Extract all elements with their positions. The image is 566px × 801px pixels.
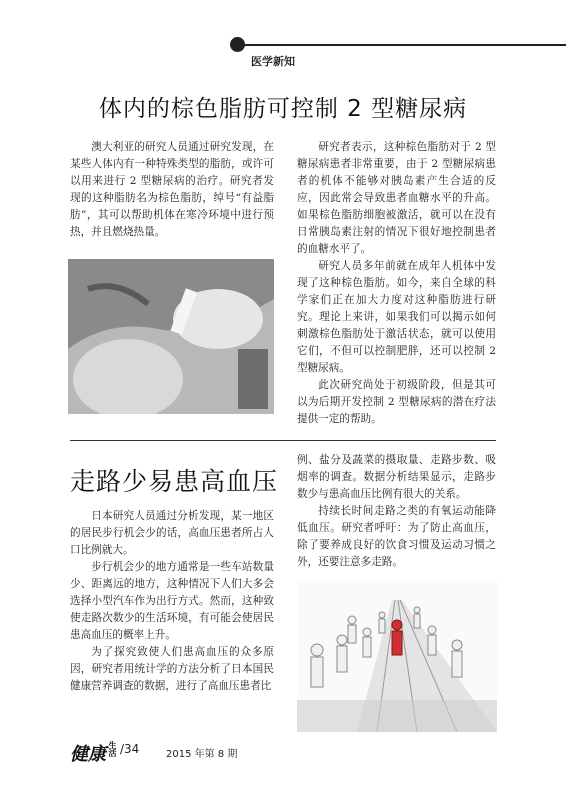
page-footer <box>70 740 370 765</box>
article2-title: 走路少易患高血压 <box>70 467 279 496</box>
paragraph: 日本研究人员通过分析发现，某一地区的居民步行机会少的话，高血压患者所占人口比例就大。 <box>70 510 274 556</box>
magazine-logo-sub: 生活 <box>108 741 117 757</box>
article1-title: 体内的棕色脂肪可控制 2 型糖尿病 <box>98 96 468 122</box>
paragraph: 为了探究致使人们患高血压的众多原因，研究者用统计学的方法分析了日本国民健康营养调查的数据，进行了高血压患者比 <box>70 646 274 692</box>
header-rule <box>232 44 566 46</box>
header-dot-icon <box>230 37 245 52</box>
article2-left-column <box>70 508 274 695</box>
section-label: 医学新知 <box>251 55 295 68</box>
article1-right-column <box>297 139 496 428</box>
photo1-illustration <box>68 259 274 414</box>
walking-figures-illustration <box>297 580 497 732</box>
hands-finger-prick-photo <box>68 259 274 414</box>
paragraph: 此次研究尚处于初级阶段，但是其可以为后期开发控制 2 型糖尿病的潜在疗法提供一定的帮助。 <box>297 379 496 425</box>
paragraph-continued: 例、盐分及蔬菜的摄取量、走路步数、吸烟率的调查。数据分析结果显示，走路步数少与患高血压比例有很大的关系。 <box>297 454 496 500</box>
issue-label: 2015 年第 8 期 <box>166 749 238 760</box>
article-divider <box>70 440 496 441</box>
walking-illustration <box>297 580 497 732</box>
page-number: /34 <box>120 742 140 756</box>
paragraph: 持续长时间走路之类的有氧运动能降低血压。研究者呼吁：为了防止高血压，除了要养成良好的饮食习惯及运动习惯之外，还要注意多走路。 <box>297 505 496 568</box>
paragraph: 澳大利亚的研究人员通过研究发现，在某些人体内有一种特殊类型的脂肪，或许可以用来进行 2 型糖尿病的治疗。研究者发现的这种脂肪名为棕色脂肪，绰号“有益脂肪”，其可以帮助机体在寒冷环境中进行预热，并且燃烧热量。 <box>70 141 274 238</box>
article2-right-column <box>297 452 496 571</box>
paragraph: 研究人员多年前就在成年人机体中发现了这种棕色脂肪。如今，来自全球的科学家们正在加大力度对这种脂肪进行研究。理论上来讲，如果我们可以揭示如何刺激棕色脂肪处于激活状态，就可以使用它们，不但可以控制肥胖，还可以控制 2 型糖尿病。 <box>297 260 496 374</box>
paragraph: 步行机会少的地方通常是一些车站数量少、距离远的地方，这种情况下人们大多会选择小型汽车作为出行方式。然而，这种致使走路次数少的生活环境，有可能会使居民患高血压的概率上升。 <box>70 561 274 641</box>
paragraph: 研究者表示，这种棕色脂肪对于 2 型糖尿病患者非常重要，由于 2 型糖尿病患者的机体不能够对胰岛素产生合适的反应，因此常会导致患者血糖水平的升高。如果棕色脂肪细胞被激活，就可以在没有日常胰岛素注射的情况下很好地控制患者的血糖水平了。 <box>297 141 496 255</box>
magazine-logo: 健康 <box>70 744 106 765</box>
article1-left-column <box>70 139 274 241</box>
